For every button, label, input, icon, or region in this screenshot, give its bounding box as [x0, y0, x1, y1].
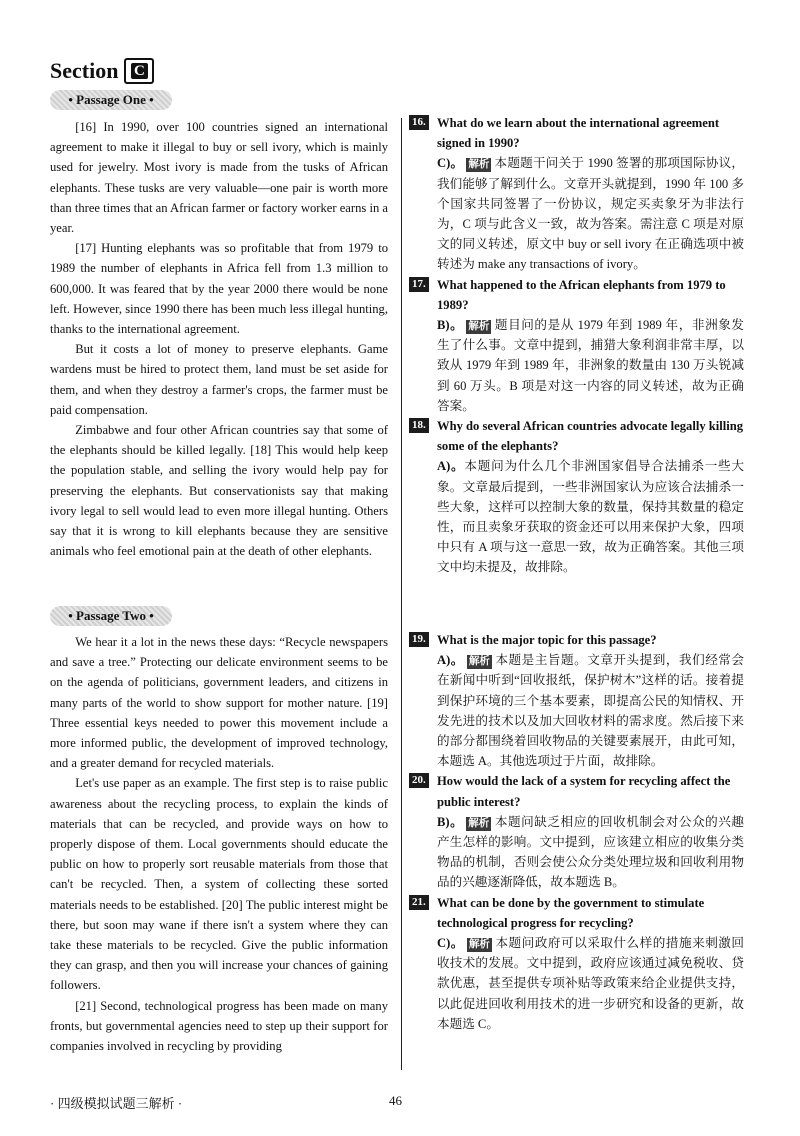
question-text: What is the major topic for this passage? [437, 633, 657, 647]
question-number: 20. [409, 773, 429, 788]
passage-paragraph: [21] Second, technological progress has been made on many fronts, but governmental agencies need to step up their support for companies involved in recycling by providing [50, 998, 388, 1054]
answer-explanation: 本题题干问关于 1990 签署的那项国际协议，我们能够了解到什么。文章开头就提到，1990 年 100 多个国家共同签署了一份协议，规定买卖象牙为非法行为，C 项与此含义一致，故为答案。需注意 C 项是对原文的同义转述，原文中 buy or sell ivory 在正确选项中被转述为 make any transactions of ivory。 [437, 156, 745, 272]
question-number: 18. [409, 418, 429, 433]
passage-one-banner: • Passage One • [50, 90, 172, 110]
section-heading [50, 58, 154, 84]
passage-one-text [50, 117, 388, 561]
answer-item [409, 416, 744, 578]
question-number: 19. [409, 632, 429, 647]
analysis-tag: 解析 [468, 656, 490, 668]
answer-block-passage-one [409, 113, 744, 578]
answer-block-passage-two [409, 630, 744, 1034]
question-text: How would the lack of a system for recycling affect the public interest? [437, 774, 731, 809]
passage-paragraph: [16] In 1990, over 100 countries signed an international agreement to make it illegal to buy or sell ivory, which is mainly used for jewelry. Most ivory is made from the tusks of African elephants. These tusks are very valuable—one pair is worth more than three times that an African farmer or factory worker earns in a year. [50, 120, 388, 236]
question-number: 21. [409, 895, 429, 910]
passage-two-banner: • Passage Two • [50, 606, 172, 626]
answer-item [409, 113, 744, 275]
answer-choice: C)。 [437, 936, 464, 951]
passage-paragraph: Let's use paper as an example. The first step is to raise public awareness about the recycling process, to explain the kinds of materials that can be recycled, and provide ways on how to properly dispose of them. Local governments should educate the public on how to properly sort reusable materials from those that can't be recycled. Then, a system of collecting these sorted materials needs to be established. [20] The public interest might be there, but soon may wane if there isn't a system where they can take these materials to be recycled. Give the public information they can grasp, and then you will increase your chances of gaining followers. [50, 776, 388, 993]
analysis-tag: 解析 [468, 321, 490, 333]
section-letter-badge: C [124, 58, 154, 84]
section-title: Section [50, 58, 119, 83]
analysis-tag: 解析 [468, 939, 490, 951]
passage-paragraph: Zimbabwe and four other African countries say that some of the elephants should be killed legally. [18] This would help keep the population stable, and selling the ivory would help pay for preserving the elephants. But conservationists say that making ivory legal to sell would lead to even more illegal hunting. Others say that it is wrong to kill elephants because they are sensitive animals who feel emotional pain at the death of other elephants. [50, 423, 388, 559]
answer-explanation: 本题问为什么几个非洲国家倡导合法捕杀一些大象。文章最后提到，一些非洲国家认为应该合法捕杀一些大象，这样可以控制大象的数量，保持其数量的稳定性，而且卖象牙获取的资金还可以用来保护大象，四项中只有 A 项与这一意思一致，故为正确答案。其他三项文中均未提及，故排除。 [437, 459, 745, 575]
question-text: Why do several African countries advocate legally killing some of the elephants? [437, 419, 744, 454]
answer-explanation: 本题是主旨题。文章开头提到，我们经常会在新闻中听到“回收报纸，保护树木”这样的话。接着提到保护环境的三个基本要素，即提高公民的知情权、开发先进的技术以及加大回收材料的需求度。然后接下来的部分都围绕着回收物品的关键要素展开，由此可知，本题选 A。其他选项过于片面，故排除。 [437, 653, 744, 769]
answer-choice: C)。 [437, 156, 464, 171]
question-text: What can be done by the government to stimulate technological progress for recycling? [437, 895, 705, 930]
answer-choice: B)。 [437, 318, 464, 333]
analysis-tag: 解析 [468, 817, 490, 829]
page-number: 46 [389, 1093, 402, 1108]
answer-explanation: 本题问缺乏相应的回收机制会对公众的兴趣产生怎样的影响。文中提到，应该建立相应的收集分类物品的机制，否则会使公众分类处理垃圾和回收利用物品的兴趣逐渐降低，故本题选 B。 [437, 814, 745, 890]
passage-two-text [50, 632, 388, 1056]
question-number: 16. [409, 115, 429, 130]
answer-choice: A)。 [437, 653, 464, 668]
answer-choice: B)。 [437, 814, 464, 829]
answer-item [409, 630, 744, 771]
question-text: What do we learn about the international agreement signed in 1990? [437, 116, 720, 151]
answer-item [409, 275, 744, 416]
passage-paragraph: [17] Hunting elephants was so profitable that from 1979 to 1989 the number of elephants in Africa fell from 1.3 million to 600,000. It was feared that by the year 2000 there would be none left. However, since 1990 there has been much less illegal hunting, thanks to the international agreement. [50, 241, 388, 337]
answer-choice: A)。 [437, 459, 465, 474]
question-number: 17. [409, 277, 429, 292]
answer-explanation: 题目问的是从 1979 年到 1989 年，非洲象发生了什么事。文章中提到，捕猎大象利润非常丰厚，以致从 1979 年到 1989 年，非洲象的数量由 130 万头锐减到 60 万头。B 项是对这一内容的同义转述，故为正确答案。 [437, 318, 745, 413]
analysis-tag: 解析 [468, 159, 490, 171]
answer-explanation: 本题问政府可以采取什么样的措施来刺激回收技术的发展。文中提到，政府应该通过减免税收、贷款优惠，甚至提供专项补贴等政策来给企业提供支持，以此促进回收利用技术的进一步研究和设备的更新，故本题选 C。 [437, 936, 744, 1031]
answer-item [409, 771, 744, 892]
column-divider [401, 118, 402, 1070]
question-text: What happened to the African elephants from 1979 to 1989? [437, 277, 726, 312]
passage-paragraph: We hear it a lot in the news these days: “Recycle newspapers and save a tree.” Protecting our delicate environment seems to be on the agenda of politicians, government leaders, and citizens in many parts of the world to show support for mother nature. [19] Three essential keys needed to power this movement include a more informed public, the development of improved technology, and a greater demand for recycled materials. [50, 635, 388, 771]
passage-paragraph: But it costs a lot of money to preserve elephants. Game wardens must be hired to protect them, land must be set aside for them, and when they destroy a farmer's crops, the farmer must be paid compensation. [50, 342, 388, 417]
footer-label: · 四级模拟试题三解析 · [50, 1096, 183, 1111]
answer-item [409, 893, 744, 1034]
